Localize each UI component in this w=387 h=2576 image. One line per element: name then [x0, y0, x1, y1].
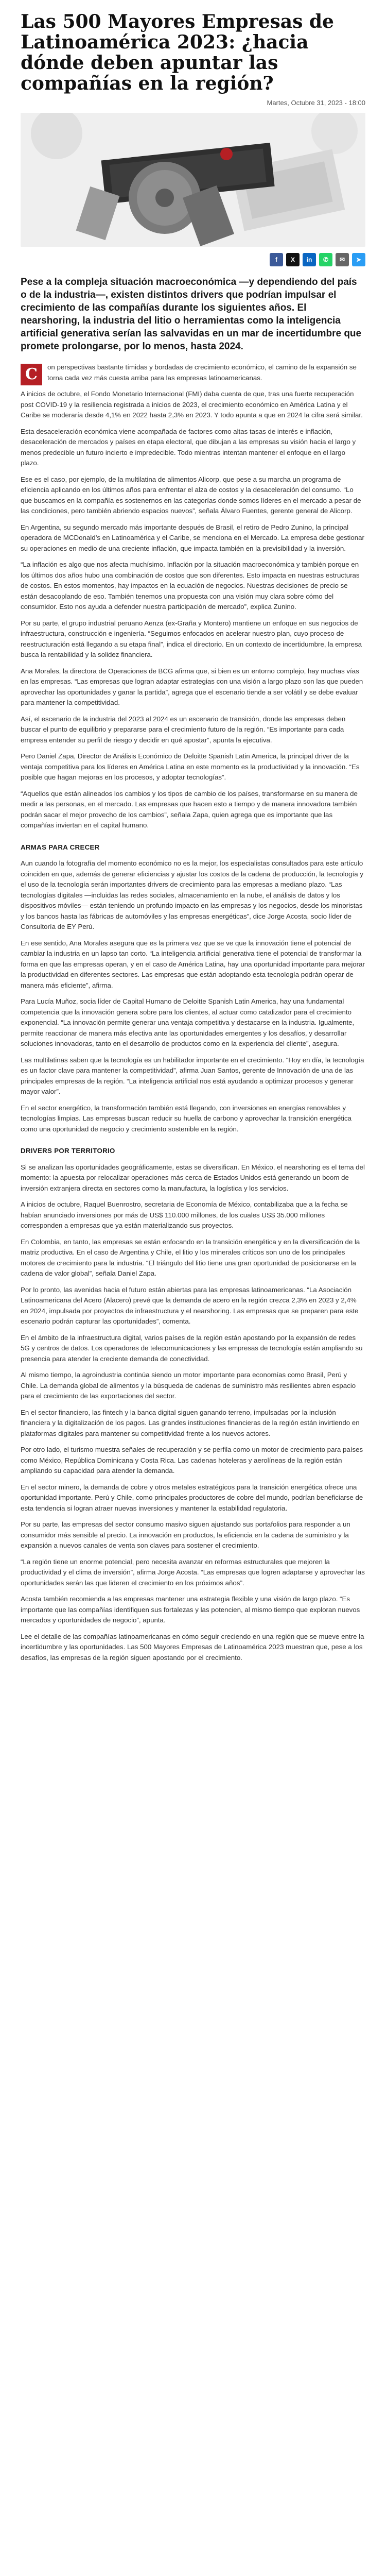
paragraph: “Aquellos que están alineados los cambios y los tipos de cambio de los países, transformarse en su manera de medir a las personas, en el mercado. Las empresas que hacen esto a tiempo y de manera innovadora también podrán sacar el mejor provecho de los cambios”, señala Zapa, quien agrega que es importante que las compañías inviertan en el capital humano.: [21, 789, 358, 829]
whatsapp-icon[interactable]: ✆: [319, 253, 332, 266]
linkedin-icon[interactable]: in: [303, 253, 316, 266]
facebook-icon[interactable]: f: [270, 253, 283, 266]
hero-illustration: [21, 113, 365, 247]
paragraph: “La región tiene un enorme potencial, pero necesita avanzar en reformas estructurales que mejoren la productividad y el clima de inversión”, afirma Jorge Acosta. “Las empresas que logren adaptarse y aprovechar las oportunidades serán las que lideren el crecimiento en los próximos años”.: [21, 1557, 365, 1587]
paragraph: Por su parte, el grupo industrial peruano Aenza (ex-Graña y Montero) mantiene un enfoque en sus negocios de infraestructura, construcción e ingeniería. “Seguimos enfocados en acelerar nuestro plan, cuyo proceso de reestructuración está llegando a su etapa final”, indica el directorio. En un contexto de incertidumbre, la empresa busca la rentabilidad y la solidez financiera.: [21, 619, 362, 658]
article-headline: Las 500 Mayores Empresas de Latinoamérica 2023: ¿hacia dónde deben apuntar las compañías en la región?: [21, 11, 334, 94]
telegram-icon[interactable]: ➤: [352, 253, 365, 266]
paragraph: En el sector minero, la demanda de cobre y otros metales estratégicos para la transición energética ofrece una oportunidad importante. Perú y Chile, como principales productores de cobre del mundo, podrían beneficiarse de esta tendencia si logran atraer nuevas inversiones y mantener la estabilidad regulatoria.: [21, 1483, 363, 1512]
paragraph: “La inflación es algo que nos afecta muchísimo. Inflación por la situación macroeconómica y también porque en los últimos dos años hubo una combinación de costos que son diferentes. Esto impacta en nuestras estructuras de costos. En estos momentos, hay impactos en la ecuación de negocios. Nuestras decisiones de precio se están desacoplando de eso. También tenemos una propuesta con una visión muy clara sobre cómo del consumidor. Esto nos ayuda a defender nuestra participación de mercado”, explica Zunino.: [21, 561, 360, 611]
section-subheading: DRIVERS POR TERRITORIO: [21, 1147, 115, 1155]
paragraph: Por su parte, las empresas del sector consumo masivo siguen ajustando sus portafolios para responder a un consumidor más sensible al precio. La innovación en productos, la eficiencia en la cadena de suministro y la expansión a nuevos canales de venta son claves para sostener el crecimiento.: [21, 1520, 350, 1549]
paragraph: Las multilatinas saben que la tecnología es un habilitador importante en el crecimiento. “Hoy en día, la tecnología es un factor clave para mantener la competitividad”, afirma Juan Santos, gerente de Innovación de una de las principales empresas de la región. “La inteligencia artificial nos está ayudando a optimizar procesos y generar mayor valor”.: [21, 1056, 364, 1095]
article-body: [21, 362, 365, 1663]
paragraph: A inicios de octubre, Raquel Buenrostro, secretaria de Economía de México, contabilizaba que a la fecha se habían anunciado inversiones por más de US$ 110.000 millones, de los cuales US$ 35.000 millones corresponden a empresas que ya están materializando sus proyectos.: [21, 1200, 348, 1229]
paragraph: Acosta también recomienda a las empresas mantener una estrategia flexible y una visión de largo plazo. “Es importante que las compañías identifiquen sus fortalezas y las potencien, al mismo tiempo que exploran nuevos mercados y oportunidades de negocio”, apunta.: [21, 1595, 360, 1624]
paragraph: Lee el detalle de las compañías latinoamericanas en cómo seguir creciendo en una región que se mueve entre la incertidumbre y las oportunidades. Las 500 Mayores Empresas de Latinoamérica 2023 muestran que, pese a los desafíos, las empresas de la región siguen apostando por el crecimiento.: [21, 1632, 364, 1662]
x-icon[interactable]: X: [286, 253, 300, 266]
paragraph: Si se analizan las oportunidades geográficamente, estas se diversifican. En México, el nearshoring es el tema del momento: la apuesta por relocalizar operaciones más cerca de Estados Unidos está generando un boom de inversión extranjera directa en sectores como la manufactura, la logística y los servicios.: [21, 1163, 365, 1192]
article-lead: Pese a la compleja situación macroeconómica —y dependiendo del país o de la industria—, existen distintos drivers que podrían impulsar el crecimiento de las compañías durante los siguientes años. El nearshoring, la industria del litio o herramientas como la inteligencia artificial generativa serían las salvavidas en un mar de incertidumbre que promete prolongarse, por lo menos, hasta 2024.: [21, 277, 362, 352]
paragraph: Ana Morales, la directora de Operaciones de BCG afirma que, si bien es un entorno complejo, hay muchas vías en las empresas. “Las empresas que logran adaptar estrategias con una visión a largo plazo son las que pueden aprovechar las oportunidades y ganar la partida”, agrega que el escenario tiende a ser volátil y se debe evaluar para mantener la competitividad.: [21, 667, 363, 706]
paragraph: En el sector financiero, las fintech y la banca digital siguen ganando terreno, impulsadas por la inclusión financiera y la digitalización de los pagos. Las grandes instituciones financieras de la región están invirtiendo en plataformas digitales para mantener su competitividad frente a los nuevos actores.: [21, 1408, 360, 1437]
paragraph: Esta desaceleración económica viene acompañada de factores como altas tasas de interés e inflación, desaceleración de mercados y países en etapa electoral, que dibujan a las empresas su visión hacia el largo y menos predecible un futuro incierto e impredecible. Todo mientras intentan mantener el enfoque en el largo plazo.: [21, 427, 356, 467]
email-icon[interactable]: ✉: [336, 253, 349, 266]
paragraph: En Argentina, su segundo mercado más importante después de Brasil, el retiro de Pedro Zunino, la principal operadora de MCDonald’s en Latinoamérica y el Caribe, se menciona en el Mercado. La empresa debe gestionar su operaciones en medio de una creciente inflación, que impacta también en la previsibilidad y la inversión.: [21, 523, 364, 552]
hero-image: [21, 113, 365, 247]
paragraph: En el ámbito de la infraestructura digital, varios países de la región están apostando por la expansión de redes 5G y centros de datos. Los operadores de telecomunicaciones y las empresas de tecnología están ampliando su presencia para atender la creciente demanda de conectividad.: [21, 1333, 363, 1363]
paragraph: En el sector energético, la transformación también está llegando, con inversiones en energías renovables y tecnologías limpias. Las empresas buscan reducir su huella de carbono y aprovechar la transición energética como una oportunidad de negocio y crecimiento sostenible en la región.: [21, 1104, 352, 1133]
paragraph: Pero Daniel Zapa, Director de Análisis Económico de Deloitte Spanish Latin America, la principal driver de la ventaja competitiva para los líderes en América Latina en este momento es la productividad y la innovación. “Es posible que hagan mejoras en los procesos, y adoptar tecnologías”.: [21, 752, 360, 781]
first-paragraph: on perspectivas bastante tímidas y bordadas de crecimiento económico, el camino de la expansión se torna cada vez más cuesta arriba para las empresas latinoamericanas.: [47, 363, 357, 382]
paragraph: Para Lucía Muñoz, socia líder de Capital Humano de Deloitte Spanish Latin America, hay una fundamental competencia que la innovación genera sobre para los clientes, al actuar como catalizador para el crecimiento exponencial. “La innovación permite generar una ventaja competitiva y destacarse en la industria. Igualmente, permite reaccionar de manera más efectiva ante las oportunidades emergentes y los desafíos, y desarrollar soluciones innovadoras, tanto en el desarrollo de productos como en la experiencia del cliente”, asegura.: [21, 997, 355, 1047]
article-dateline: Martes, Octubre 31, 2023 - 18:00: [267, 99, 365, 107]
paragraph: A inicios de octubre, el Fondo Monetario Internacional (FMI) daba cuenta de que, tras una fuerte recuperación post COVID-19 y la resiliencia registrada a inicios de 2023, el crecimiento económico en América Latina y el Caribe se moderaría desde 4,1% en 2022 hasta 2,3% en 2023. Y todo apunta a que en 2024 la cifra será similar.: [21, 390, 363, 419]
drop-cap: C: [21, 364, 42, 385]
share-bar: [21, 253, 365, 266]
paragraph: Aun cuando la fotografía del momento económico no es la mejor, los especialistas consultados para este artículo coinciden en que, además de generar eficiencias y ajustar los costos de la cadena de producción, la tecnología y el uso de la tecnología serán importantes drivers de crecimiento para las empresas a mediano plazo. “Las tecnologías digitales —incluidas las redes sociales, almacenamiento en la nube, el análisis de datos y los dispositivos móviles— están teniendo un profundo impacto en las empresas y los negocios, desde los minoristas y los bancos hasta las fábricas de automóviles y las empresas energéticas”, dice Jorge Acosta, socio líder de Consultoría de EY Perú.: [21, 859, 364, 930]
paragraph: Por lo pronto, las avenidas hacia el futuro están abiertas para las empresas latinoamericanas. “La Asociación Latinoamericana del Acero (Alacero) prevé que la demanda de acero en la región crezca 2,3% en 2023 y 2,4% en 2024, impulsada por proyectos de infraestructura y el nearshoring. Las empresas que se preparen para este escenario podrán capturar las oportunidades”, comenta.: [21, 1285, 359, 1325]
paragraph: Así, el escenario de la industria del 2023 al 2024 es un escenario de transición, donde las empresas deben buscar el punto de equilibrio y prepararse para el crecimiento futuro de la región. “Es importante para cada empresa entender su perfil de riesgo y decidir en qué apostar”, apunta la ejecutiva.: [21, 715, 346, 744]
section-subheading: ARMAS PARA CRECER: [21, 843, 100, 851]
paragraph: Ese es el caso, por ejemplo, de la multilatina de alimentos Alicorp, que pese a su marcha un programa de eficiencia aplicando en los últimos años para enfrentar el alza de costos y la desaceleración del consumo. “Lo que buscamos en la compañía es sostenernos en las categorías donde somos líderes en el mercado a pesar de las condiciones, pero también abriendo espacios nuevos”, señala Álvaro Fuentes, gerente general de Alicorp.: [21, 475, 361, 515]
first-paragraph-block: [21, 362, 365, 389]
paragraph: Al mismo tiempo, la agroindustria continúa siendo un motor importante para economías como Brasil, Perú y Chile. La demanda global de alimentos y la búsqueda de cadenas de suministro más resilientes abren espacio para el crecimiento de las exportaciones del sector.: [21, 1371, 356, 1400]
paragraph: En Colombia, en tanto, las empresas se están enfocando en la transición energética y en la diversificación de la matriz productiva. En el caso de Argentina y Chile, el litio y los minerales críticos son uno de los principales motores de crecimiento para la industria. “El triángulo del litio tiene una gran oportunidad de posicionarse en la cadena de valor global”, señala Daniel Zapa.: [21, 1238, 360, 1277]
paragraph: En ese sentido, Ana Morales asegura que es la primera vez que se ve que la innovación tiene el potencial de cambiar la industria en un lapso tan corto. “La inteligencia artificial generativa tiene el potencial de transformar la forma en que las empresas operan, y en el caso de América Latina, hay una oportunidad importante para mejorar la productividad en diferentes sectores. Las empresas que están adoptando esta tecnología podrán operar de manera más eficiente”, afirma.: [21, 939, 365, 989]
paragraph: Por otro lado, el turismo muestra señales de recuperación y se perfila como un motor de crecimiento para países como México, República Dominicana y Costa Rica. Las cadenas hoteleras y aerolíneas de la región están ampliando su capacidad para atender la demanda.: [21, 1446, 363, 1475]
